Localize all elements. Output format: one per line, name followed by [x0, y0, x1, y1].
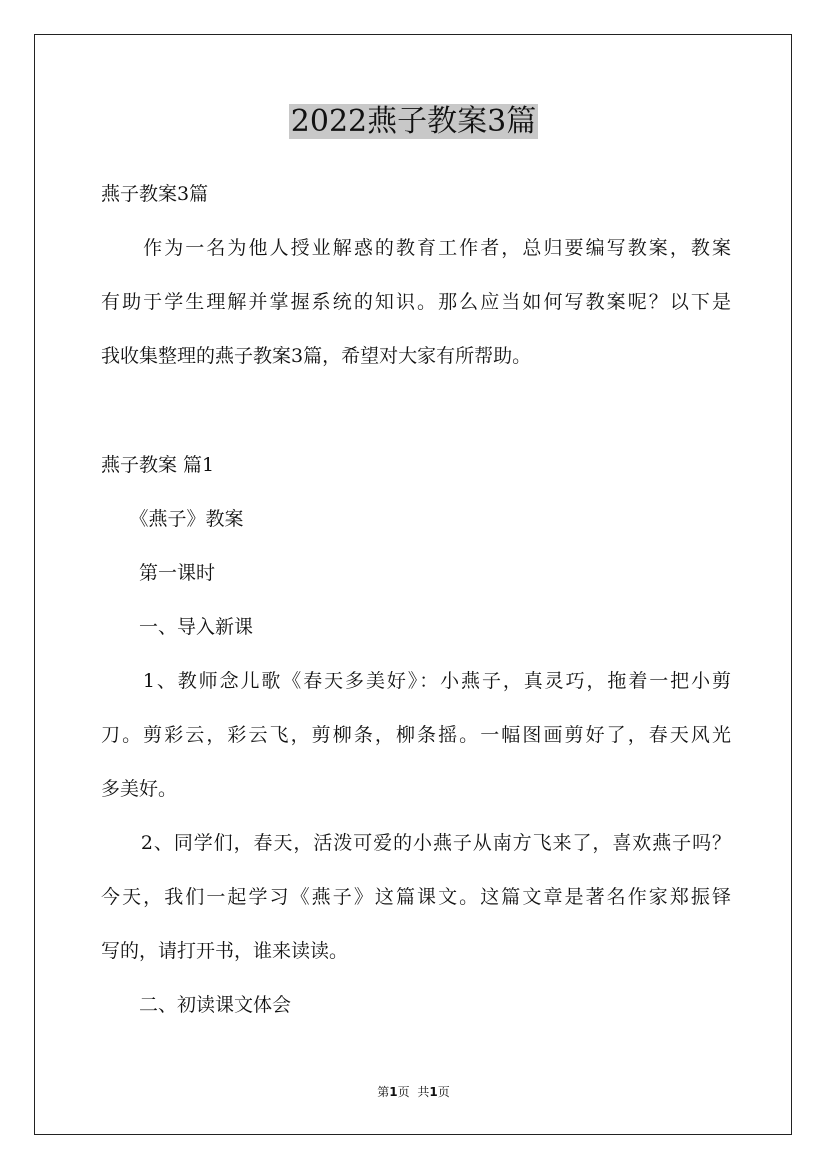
- footer-page-suffix: 页: [397, 1085, 410, 1099]
- paragraph-line: 2、同学们，春天，活泼可爱的小燕子从南方飞来了，喜欢燕子吗？: [101, 832, 731, 854]
- document-title: [0, 100, 827, 144]
- page-footer: [0, 1084, 827, 1100]
- paragraph-line: 《燕子》教案: [101, 508, 244, 530]
- section-heading: 燕子教案 篇1: [101, 454, 215, 476]
- intro-heading: 燕子教案3篇: [101, 183, 209, 205]
- paragraph-line: 多美好。: [101, 778, 178, 800]
- paragraph-line: 刀。剪彩云，彩云飞，剪柳条，柳条摇。一幅图画剪好了，春天风光: [101, 724, 731, 746]
- paragraph-line: 作为一名为他人授业解惑的教育工作者，总归要编写教案，教案: [101, 237, 731, 259]
- footer-page-prefix: 第: [377, 1085, 390, 1099]
- footer-total-number: 1: [429, 1085, 438, 1099]
- paragraph-line: 有助于学生理解并掌握系统的知识。那么应当如何写教案呢？以下是: [101, 291, 731, 313]
- footer-total-suffix: 页: [437, 1085, 450, 1099]
- document-title-text: 2022燕子教案3篇: [290, 104, 537, 139]
- paragraph-line: 一、导入新课: [101, 616, 254, 638]
- paragraph-line: 第一课时: [101, 562, 216, 584]
- paragraph-line: 1、教师念儿歌《春天多美好》：小燕子，真灵巧，拖着一把小剪: [101, 670, 731, 692]
- footer-page-number: 1: [389, 1085, 398, 1099]
- paragraph-line: 我收集整理的燕子教案3篇，希望对大家有所帮助。: [101, 345, 532, 367]
- paragraph-line: 写的，请打开书，谁来读读。: [101, 940, 349, 962]
- footer-total-prefix: 共: [417, 1085, 430, 1099]
- paragraph-line: 二、初读课文体会: [101, 994, 292, 1016]
- paragraph-line: 今天，我们一起学习《燕子》这篇课文。这篇文章是著名作家郑振铎: [101, 886, 731, 908]
